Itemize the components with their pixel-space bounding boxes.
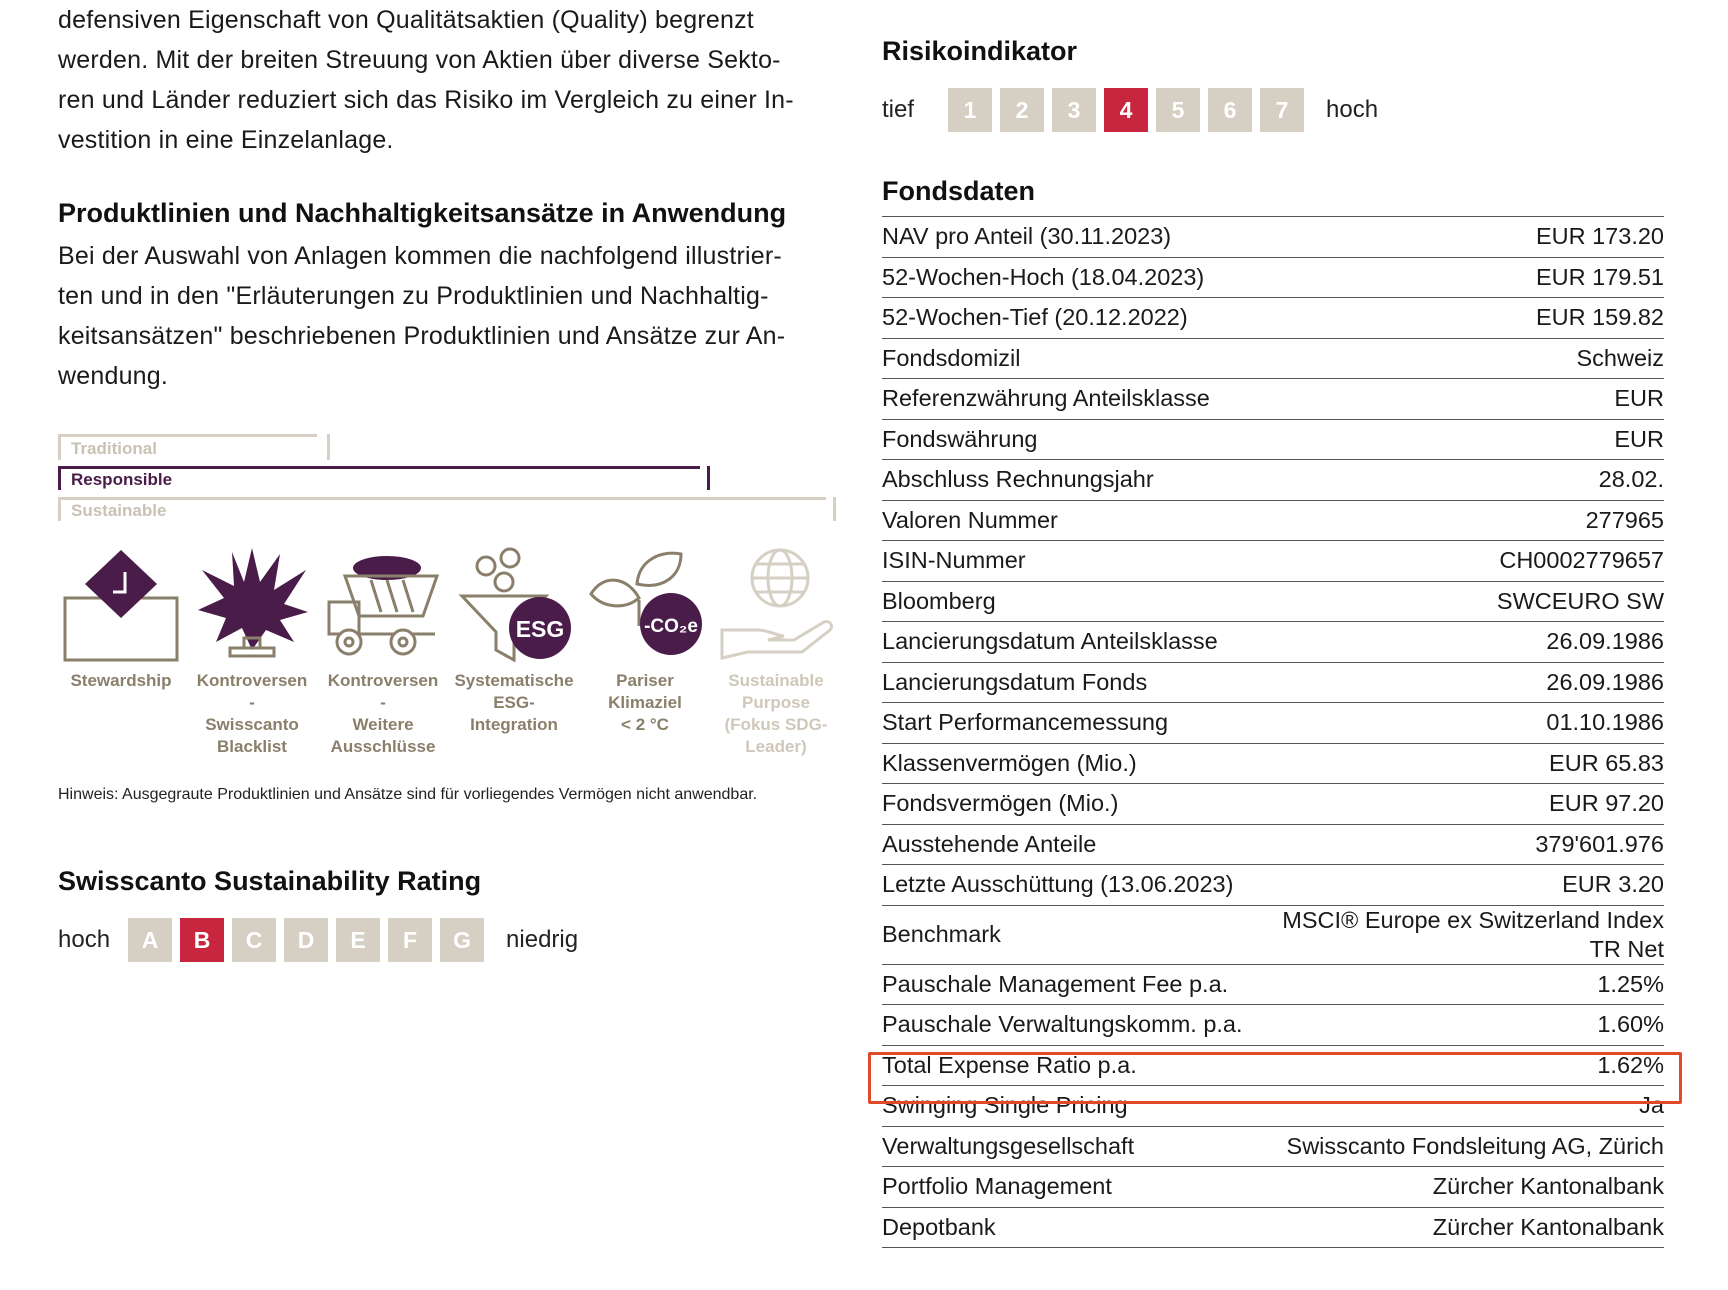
fund-data-label: Ausstehende Anteile — [882, 824, 1262, 865]
rating-box-g: G — [440, 918, 484, 962]
fund-data-label: Pauschale Management Fee p.a. — [882, 964, 1262, 1005]
rating-box-e: E — [336, 918, 380, 962]
fund-data-row — [882, 500, 1664, 541]
fund-data-label: Fondsdomizil — [882, 338, 1262, 379]
fund-data-label: Abschluss Rechnungsjahr — [882, 460, 1262, 501]
fund-data-row — [882, 865, 1664, 906]
fund-data-row — [882, 1126, 1664, 1167]
fund-data-label: 52-Wochen-Hoch (18.04.2023) — [882, 257, 1262, 298]
fund-data-value: 277965 — [1262, 500, 1664, 541]
risk-box-1: 1 — [948, 88, 992, 132]
bar-traditional: Traditional — [58, 434, 330, 460]
product-line-bars — [58, 434, 830, 524]
fund-data-row — [882, 1167, 1664, 1208]
approach-stewardship — [58, 546, 184, 692]
fund-data-label: NAV pro Anteil (30.11.2023) — [882, 217, 1262, 258]
fund-data-row — [882, 784, 1664, 825]
controversies-exclusions-label: Kontroversen - Weitere Ausschlüsse — [327, 671, 439, 756]
fund-data-label: Lancierungsdatum Fonds — [882, 662, 1262, 703]
fund-data-row — [882, 703, 1664, 744]
paris-climate-label: Pariser Klimaziel < 2 °C — [608, 671, 682, 734]
esg-integration-label: Systematische ESG- Integration — [454, 671, 574, 734]
fund-data-value: 26.09.1986 — [1262, 662, 1664, 703]
fund-data-table — [882, 216, 1664, 1248]
stewardship-label: Stewardship — [70, 671, 172, 690]
fund-data-value: Zürcher Kantonalbank — [1262, 1167, 1664, 1208]
fund-data-value: Swisscanto Fondsleitung AG, Zürich — [1262, 1126, 1664, 1167]
risk-indicator-title: Risikoindikator — [882, 36, 1078, 66]
rating-low-label: niedrig — [506, 926, 579, 953]
fund-data-value: EUR 97.20 — [1262, 784, 1664, 825]
fund-data-value: EUR 159.82 — [1262, 298, 1664, 339]
svg-text:-CO₂e: -CO₂e — [644, 616, 698, 637]
fund-data-value: 26.09.1986 — [1262, 622, 1664, 663]
fund-data-value: EUR — [1262, 379, 1664, 420]
bar-sustainable: Sustainable — [58, 497, 836, 521]
globe-hand-icon — [718, 546, 834, 662]
bar-responsible: Responsible — [58, 466, 710, 490]
fund-data-label: Bloomberg — [882, 581, 1262, 622]
risk-indicator-scale — [882, 88, 1378, 132]
fund-data-row — [882, 419, 1664, 460]
fund-data-row — [882, 1207, 1664, 1248]
fund-data-label: 52-Wochen-Tief (20.12.2022) — [882, 298, 1262, 339]
sustainability-rating-title: Swisscanto Sustainability Rating — [58, 866, 482, 896]
controversies-blacklist-label: Kontroversen - Swisscanto Blacklist — [196, 671, 308, 756]
rating-box-d: D — [284, 918, 328, 962]
fund-data-value: 1.25% — [1262, 964, 1664, 1005]
fund-data-row — [882, 1086, 1664, 1127]
fund-data-row — [882, 257, 1664, 298]
fund-data-value: 1.60% — [1262, 1005, 1664, 1046]
approach-sustainable-purpose — [713, 546, 839, 758]
risk-box-3: 3 — [1052, 88, 1096, 132]
approach-controversies-blacklist — [189, 546, 315, 758]
fund-data-label: Fondsvermögen (Mio.) — [882, 784, 1262, 825]
approach-icons — [58, 546, 848, 766]
rating-box-a: A — [128, 918, 172, 962]
fund-data-label: ISIN-Nummer — [882, 541, 1262, 582]
fund-data-row — [882, 581, 1664, 622]
rating-box-c: C — [232, 918, 276, 962]
fund-data-value: EUR — [1262, 419, 1664, 460]
fund-data-label: Total Expense Ratio p.a. — [882, 1045, 1262, 1086]
esg-funnel-icon — [456, 546, 572, 662]
fund-data-label: Lancierungsdatum Anteilsklasse — [882, 622, 1262, 663]
sustainability-rating-scale — [58, 918, 578, 962]
fund-data-row — [882, 622, 1664, 663]
fund-data-value: 28.02. — [1262, 460, 1664, 501]
fund-data-label: Verwaltungsgesellschaft — [882, 1126, 1262, 1167]
svg-text:ESG: ESG — [515, 616, 565, 642]
fund-data-row — [882, 1045, 1664, 1086]
fund-data-value: Ja — [1262, 1086, 1664, 1127]
rating-box-f: F — [388, 918, 432, 962]
fund-data-row — [882, 743, 1664, 784]
rating-high-label: hoch — [58, 926, 111, 953]
risk-box-6: 6 — [1208, 88, 1252, 132]
risk-low-label: tief — [882, 96, 915, 123]
product-lines-paragraph: Bei der Auswahl von Anlagen kommen die nachfolgend illustrier- ten und in den "Erläuterungen zu Produktlinien und Nachhaltig- keitsansätzen" beschriebenen Produktlinien und Ansätze zur An- wendung. — [58, 242, 786, 390]
fund-data-value: CH0002779657 — [1262, 541, 1664, 582]
risk-high-label: hoch — [1326, 96, 1379, 123]
fund-data-label: Referenzwährung Anteilsklasse — [882, 379, 1262, 420]
fund-data-label: Start Performancemessung — [882, 703, 1262, 744]
ballot-box-icon — [63, 546, 179, 662]
fund-data-label: Letzte Ausschüttung (13.06.2023) — [882, 865, 1262, 906]
fund-data-value: Schweiz — [1262, 338, 1664, 379]
fund-data-row — [882, 379, 1664, 420]
fund-data-label: Pauschale Verwaltungskomm. p.a. — [882, 1005, 1262, 1046]
greyed-out-hint: Hinweis: Ausgegraute Produktlinien und Ansätze sind für vorliegendes Vermögen nicht anwendbar. — [58, 786, 758, 803]
fund-data-value: 1.62% — [1262, 1045, 1664, 1086]
fund-data-label: Valoren Nummer — [882, 500, 1262, 541]
fund-data-value: 379'601.976 — [1262, 824, 1664, 865]
fund-data-value: SWCEURO SW — [1262, 581, 1664, 622]
fund-data-label: Klassenvermögen (Mio.) — [882, 743, 1262, 784]
co2-plant-icon — [587, 546, 703, 662]
fund-data-label: Benchmark — [882, 905, 1262, 964]
fund-data-label: Fondswährung — [882, 419, 1262, 460]
fund-data-row — [882, 824, 1664, 865]
fund-data-row — [882, 217, 1664, 258]
fund-data-label: Swinging Single Pricing — [882, 1086, 1262, 1127]
product-lines-title: Produktlinien und Nachhaltigkeitsansätze in Anwendung — [58, 198, 787, 228]
rating-box-b-selected: B — [180, 918, 224, 962]
fund-data-row — [882, 964, 1664, 1005]
fund-data-value: Zürcher Kantonalbank — [1262, 1207, 1664, 1248]
fund-data-row — [882, 541, 1664, 582]
fund-data-row — [882, 1005, 1664, 1046]
approach-paris-climate — [582, 546, 708, 736]
fund-data-row — [882, 662, 1664, 703]
sustainable-purpose-label: Sustainable Purpose (Fokus SDG- Leader) — [724, 671, 828, 756]
fund-data-value: MSCI® Europe ex Switzerland Index TR Net — [1262, 905, 1664, 964]
approach-esg-integration — [451, 546, 577, 736]
fund-data-label: Depotbank — [882, 1207, 1262, 1248]
fund-data-row — [882, 905, 1664, 964]
fund-data-label: Portfolio Management — [882, 1167, 1262, 1208]
dump-truck-icon — [325, 546, 441, 662]
intro-paragraph: defensiven Eigenschaft von Qualitätsaktien (Quality) begrenzt werden. Mit der breiten Streuung von Aktien über diverse Sekto- ren und Länder reduziert sich das Risiko im Vergleich zu einer In- vestition in eine Einzelanlage. — [58, 6, 794, 154]
risk-box-4-selected: 4 — [1104, 88, 1148, 132]
fund-data-value: EUR 65.83 — [1262, 743, 1664, 784]
approach-controversies-exclusions — [320, 546, 446, 758]
fund-data-row — [882, 298, 1664, 339]
fund-data-value: EUR 3.20 — [1262, 865, 1664, 906]
fund-data-value: 01.10.1986 — [1262, 703, 1664, 744]
fund-data-value: EUR 173.20 — [1262, 217, 1664, 258]
explosion-icon — [194, 546, 310, 662]
risk-box-5: 5 — [1156, 88, 1200, 132]
fund-data-value: EUR 179.51 — [1262, 257, 1664, 298]
fund-data-row — [882, 338, 1664, 379]
risk-box-2: 2 — [1000, 88, 1044, 132]
fund-data-row — [882, 460, 1664, 501]
risk-box-7: 7 — [1260, 88, 1304, 132]
fund-data-title: Fondsdaten — [882, 176, 1035, 206]
